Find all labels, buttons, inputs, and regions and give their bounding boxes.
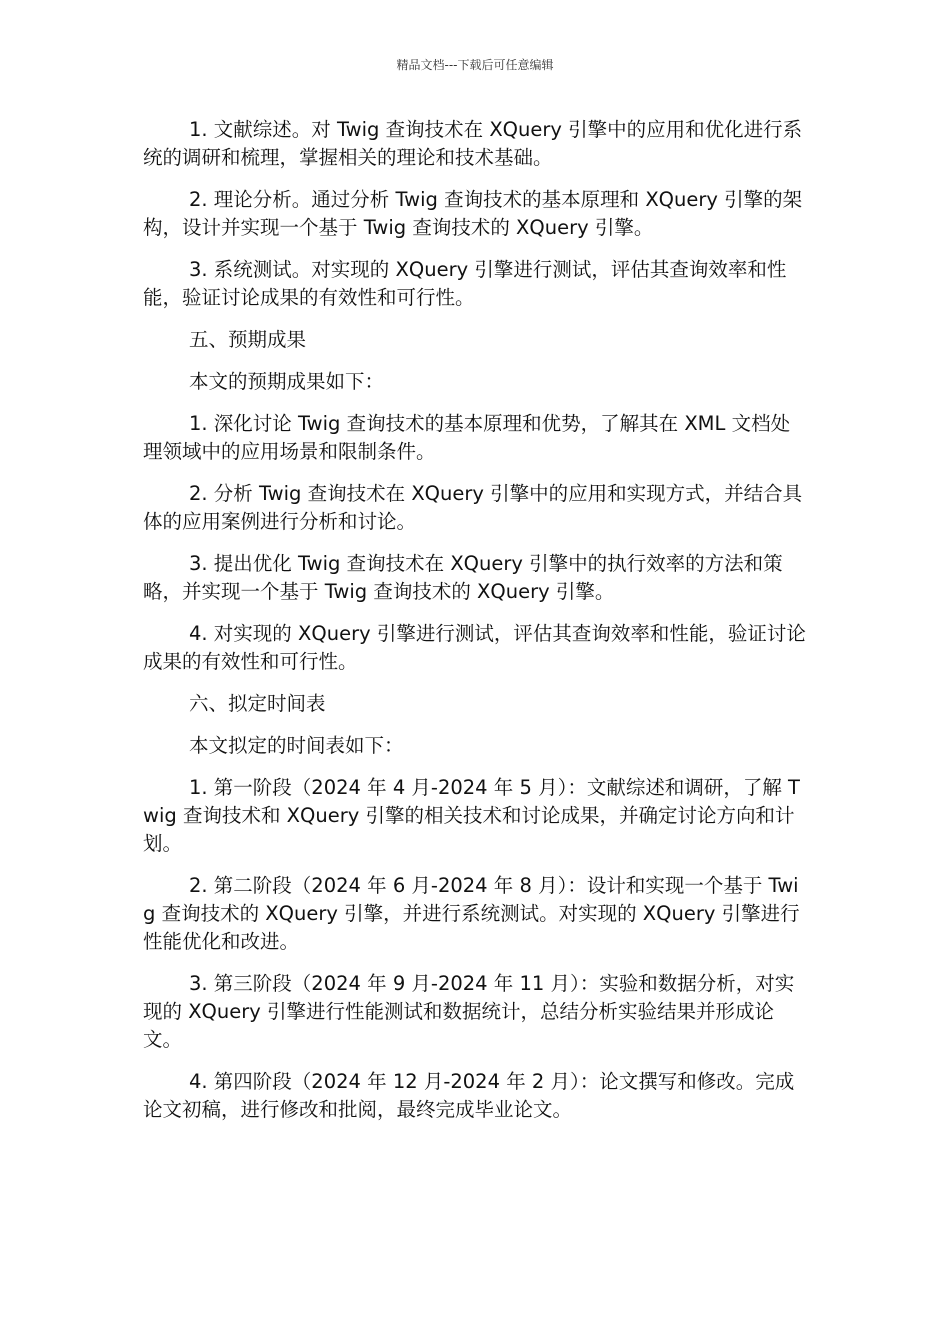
paragraph: 4. 第四阶段（2024 年 12 月-2024 年 2 月）：论文撰写和修改。完成论文初稿，进行修改和批阅，最终完成毕业论文。 [143,1070,795,1121]
paragraph: 本文拟定的时间表如下： [189,734,404,757]
paragraph: 3. 提出优化 Twig 查询技术在 XQuery 引擎中的执行效率的方法和策略，并实现一个基于 Twig 查询技术的 XQuery 引擎。 [143,552,783,603]
document-body [143,116,807,1138]
paragraph: 本文的预期成果如下： [189,370,385,393]
paragraph: 3. 第三阶段（2024 年 9 月-2024 年 11 月）：实验和数据分析，对实现的 XQuery 引擎进行性能测试和数据统计，总结分析实验结果并形成论文。 [143,972,795,1051]
paragraph: 1. 深化讨论 Twig 查询技术的基本原理和优势，了解其在 XML 文档处理领域中的应用场景和限制条件。 [143,412,791,463]
paragraph: 2. 理论分析。通过分析 Twig 查询技术的基本原理和 XQuery 引擎的架构，设计并实现一个基于 Twig 查询技术的 XQuery 引擎。 [143,188,803,239]
section-heading: 六、拟定时间表 [189,692,326,715]
paragraph: 1. 第一阶段（2024 年 4 月-2024 年 5 月）：文献综述和调研，了解 Twig 查询技术和 XQuery 引擎的相关技术和讨论成果，并确定讨论方向和计划。 [143,776,800,855]
page-header: 精品文档---下载后可任意编辑 [396,58,554,72]
paragraph: 4. 对实现的 XQuery 引擎进行测试，评估其查询效率和性能，验证讨论成果的有效性和可行性。 [143,622,806,673]
paragraph: 1. 文献综述。对 Twig 查询技术在 XQuery 引擎中的应用和优化进行系统的调研和梳理，掌握相关的理论和技术基础。 [143,118,803,169]
paragraph: 2. 第二阶段（2024 年 6 月-2024 年 8 月）：设计和实现一个基于 Twig 查询技术的 XQuery 引擎，并进行系统测试。对实现的 XQuery 引擎进行性能优化和改进。 [143,874,800,953]
paragraph: 3. 系统测试。对实现的 XQuery 引擎进行测试，评估其查询效率和性能，验证讨论成果的有效性和可行性。 [143,258,787,309]
section-heading: 五、预期成果 [189,328,307,351]
paragraph: 2. 分析 Twig 查询技术在 XQuery 引擎中的应用和实现方式，并结合具体的应用案例进行分析和讨论。 [143,482,803,533]
